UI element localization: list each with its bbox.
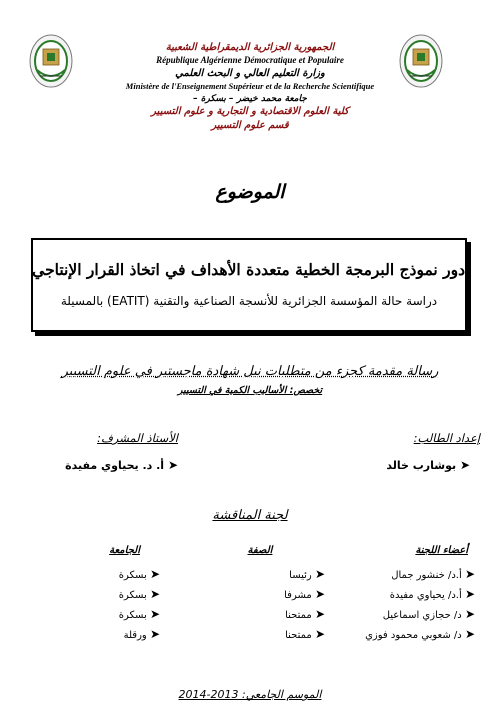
committee-header-university: الجامعة (109, 545, 140, 556)
table-row (345, 627, 475, 641)
member-name: د/ حجازي اسماعيل (382, 610, 462, 621)
thesis-specialty: تخصص: الأساليب الكمية في التسيير (177, 385, 323, 396)
header-country-ar: الجمهورية الجزائرية الديمقراطية الشعبية (165, 42, 335, 53)
arrow-icon: ➤ (167, 458, 178, 472)
member-university: ورقلة (123, 630, 147, 641)
member-role: ممتحنا (285, 630, 312, 641)
arrow-icon: ➤ (464, 587, 475, 601)
arrow-icon: ➤ (314, 587, 325, 601)
table-row (345, 587, 475, 601)
member-university: بسكرة (118, 570, 147, 581)
arrow-icon: ➤ (459, 458, 470, 472)
thesis-purpose: رسالة مقدمة كجزء من متطلبات نيل شهادة ماجستير في علوم التسيير (61, 364, 439, 379)
committee-header-role: الصفة (247, 545, 273, 556)
thesis-title: دور نموذج البرمجة الخطية متعددة الأهداف في اتخاذ القرار الإنتاجي (32, 260, 465, 279)
thesis-subtitle: دراسة حالة المؤسسة الجزائرية للأنسجة الصناعية والتقنية (EATIT) بالمسيلة (60, 294, 438, 308)
header-university: جامعة محمد خيضر – بسكرة – (193, 94, 307, 104)
header-department: قسم علوم التسيير (211, 120, 289, 131)
table-row (225, 607, 325, 621)
member-name: د/ شعوبي محمود فوزي (365, 630, 462, 641)
arrow-icon: ➤ (314, 627, 325, 641)
member-university: بسكرة (118, 590, 147, 601)
member-role: رئيسا (289, 570, 312, 581)
arrow-icon: ➤ (149, 587, 160, 601)
header-ministry-fr: Ministère de l'Enseignement Supérieur et de la Recherche Scientifique (125, 81, 375, 91)
table-row (225, 627, 325, 641)
arrow-icon: ➤ (149, 607, 160, 621)
arrow-icon: ➤ (464, 627, 475, 641)
arrow-icon: ➤ (149, 627, 160, 641)
table-row (345, 607, 475, 621)
member-role: ممتحنا (285, 610, 312, 621)
supervisor-row (8, 458, 178, 472)
student-name: بوشارب خالد (386, 459, 457, 472)
title-box (31, 238, 467, 332)
member-name: أ.د/ خنشور جمال (391, 570, 462, 581)
supervisor-label: الأستاذ المشرف: (97, 431, 178, 445)
arrow-icon: ➤ (314, 607, 325, 621)
arrow-icon: ➤ (149, 567, 160, 581)
table-row (70, 627, 160, 641)
arrow-icon: ➤ (464, 567, 475, 581)
table-row (345, 567, 475, 581)
table-row (70, 607, 160, 621)
table-row (70, 567, 160, 581)
member-name: أ.د/ يحياوي مفيدة (389, 590, 462, 601)
header-country-fr: République Algérienne Démocratique et Populaire (156, 55, 344, 65)
committee-header-members: أعضاء اللجنة (415, 545, 468, 556)
arrow-icon: ➤ (464, 607, 475, 621)
member-university: بسكرة (118, 610, 147, 621)
table-row (70, 587, 160, 601)
student-row (330, 458, 470, 472)
arrow-icon: ➤ (314, 567, 325, 581)
table-row (225, 567, 325, 581)
member-role: مشرفا (284, 590, 312, 601)
student-label: إعداد الطالب: (413, 431, 480, 445)
university-logo-left (28, 34, 74, 96)
academic-year: الموسم الجامعي: 2013-2014 (178, 688, 322, 701)
university-seal-icon (28, 34, 74, 92)
supervisor-name: أ. د. يحياوي مفيدة (65, 459, 165, 472)
committee-title: لجنة المناقشة (212, 508, 288, 523)
header-ministry-ar: وزارة التعليم العالي و البحث العلمي (175, 68, 325, 79)
header-faculty: كلية العلوم الاقتصادية و التجارية و علوم التسيير (151, 106, 349, 117)
subject-heading: الموضوع (215, 181, 285, 203)
table-row (225, 587, 325, 601)
